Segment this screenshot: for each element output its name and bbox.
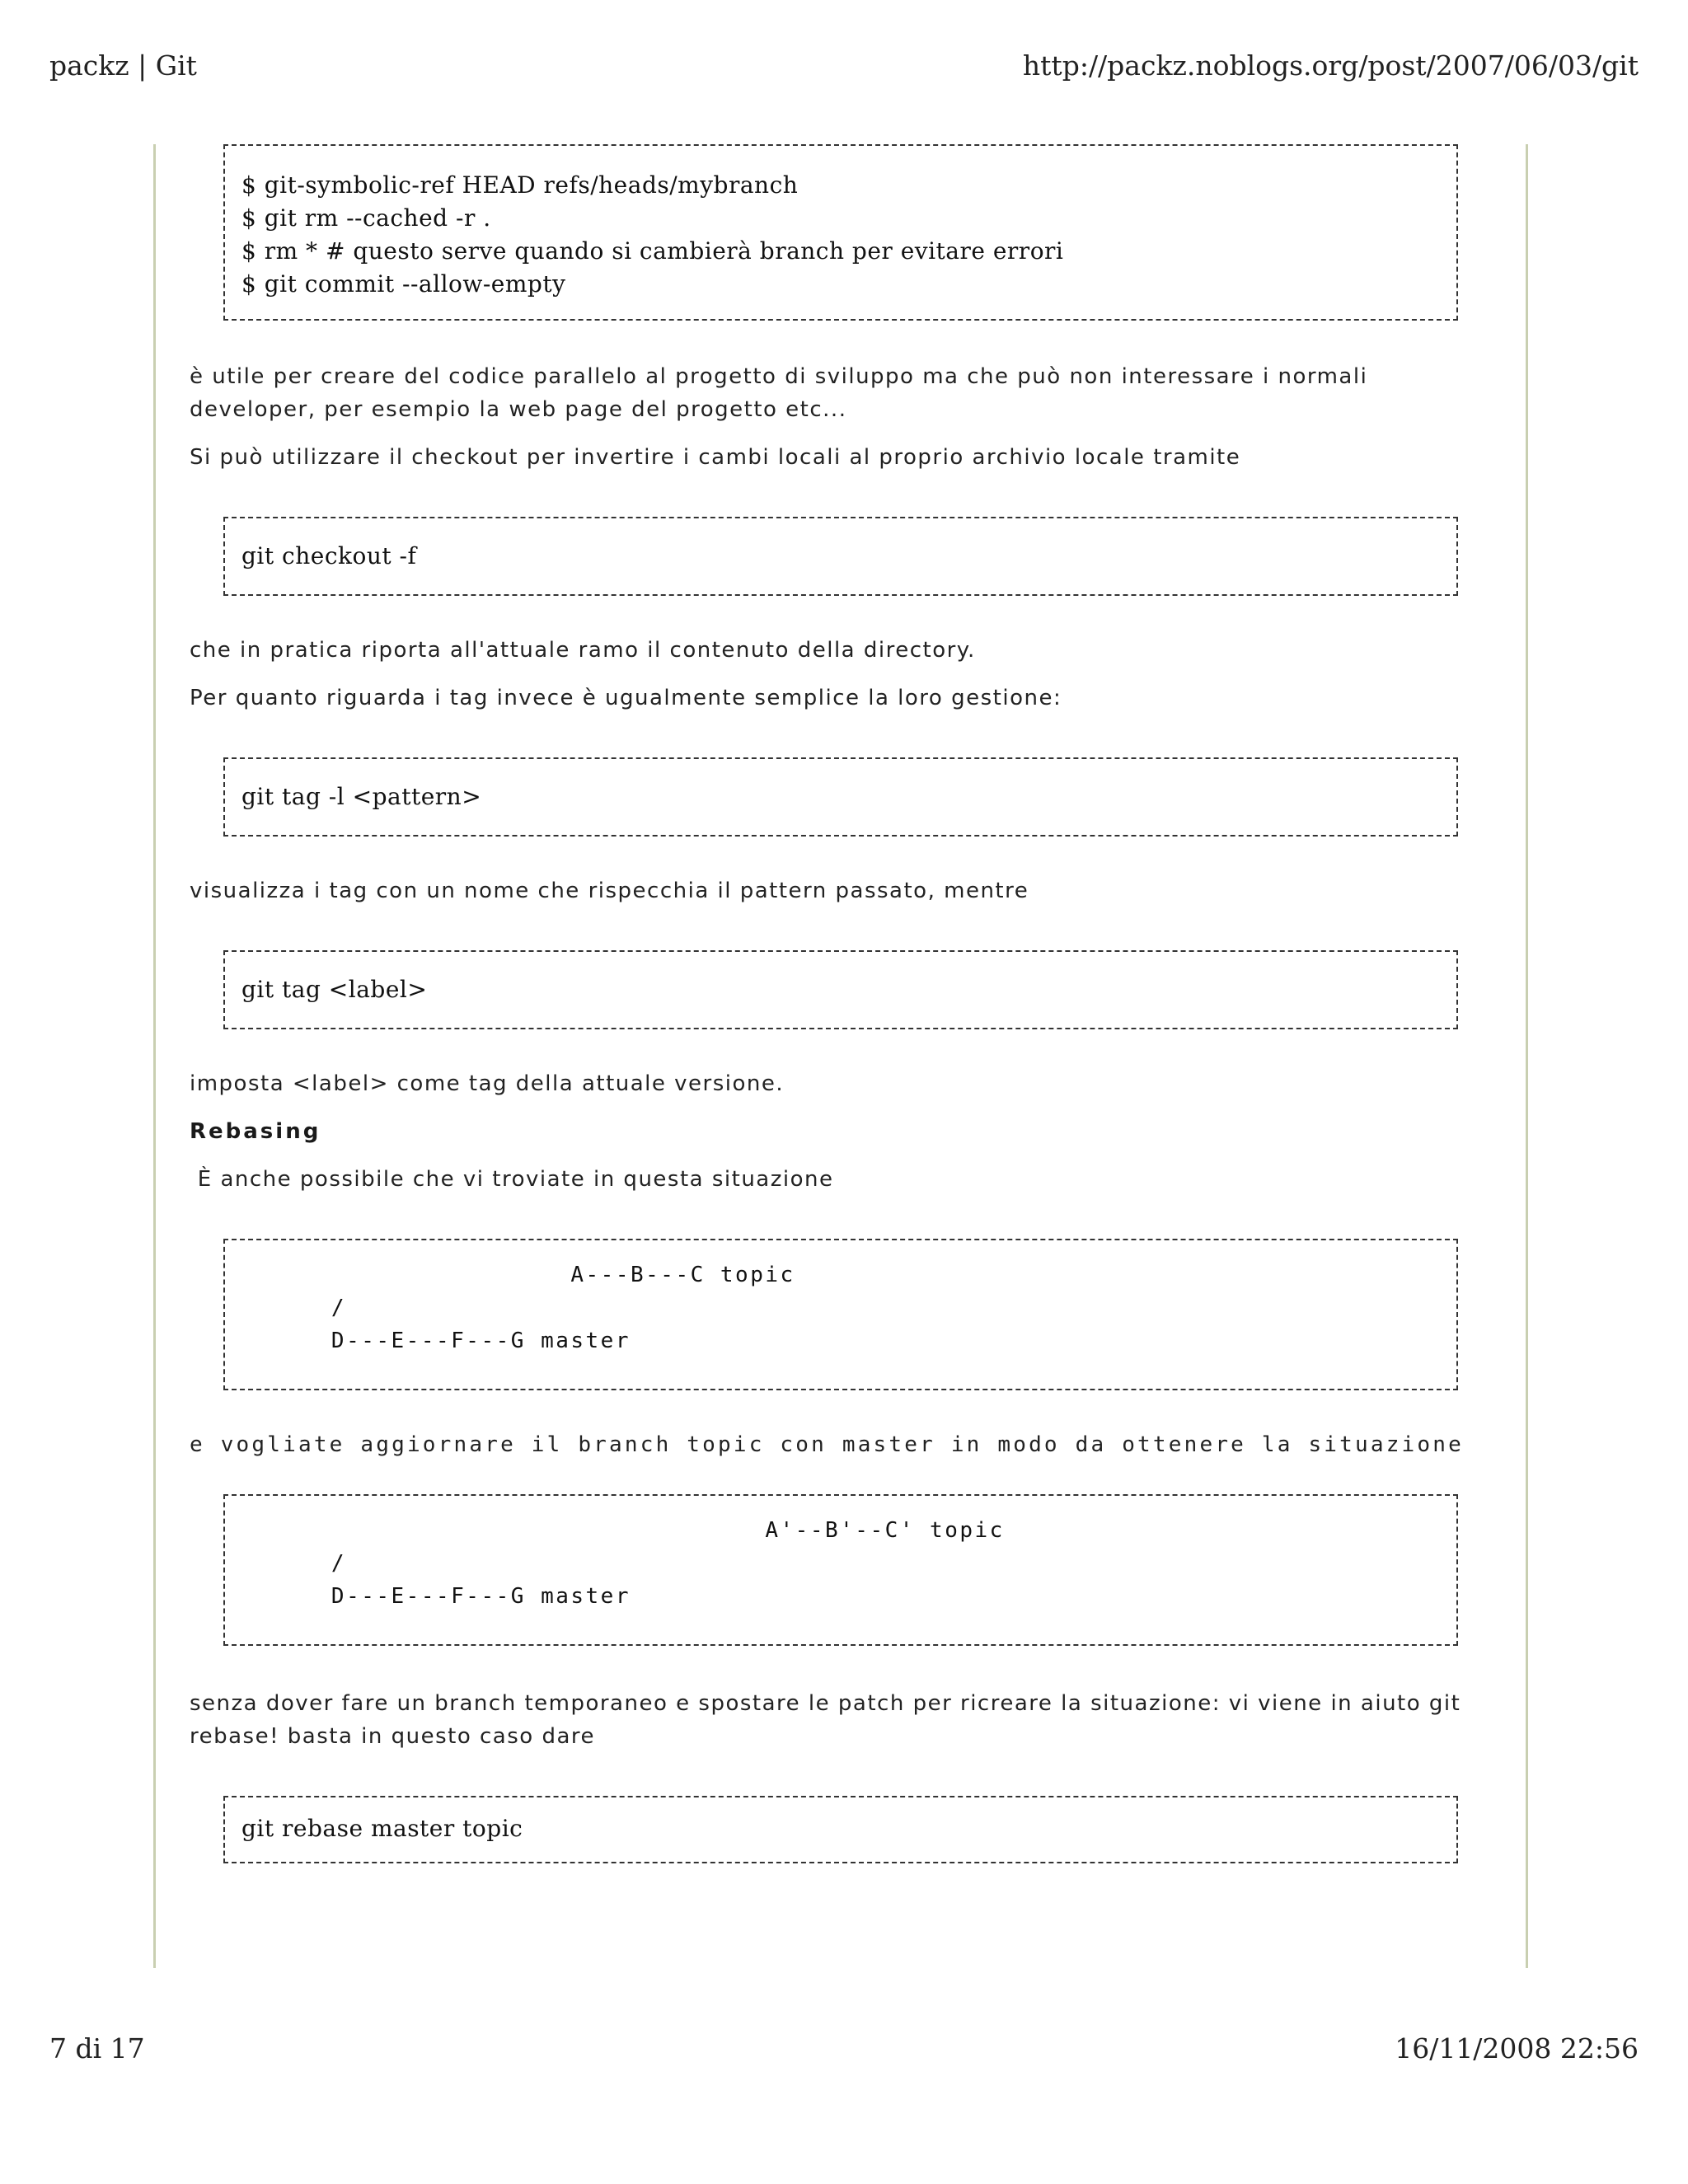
paragraph: che in pratica riporta all'attuale ramo il contenuto della directory. — [190, 638, 976, 663]
article-body — [190, 144, 1492, 1863]
code-line: $ git-symbolic-ref HEAD refs/heads/mybranch — [241, 171, 799, 199]
section-heading: Rebasing — [190, 1119, 321, 1144]
code-line: git rebase master topic — [241, 1815, 523, 1842]
diagram-line: / — [241, 1551, 347, 1576]
code-line: git tag <label> — [241, 976, 428, 1003]
diagram-after-rebase — [223, 1494, 1458, 1646]
code-line: $ git rm --cached -r . — [241, 204, 491, 232]
print-header — [49, 49, 1639, 82]
paragraph: imposta <label> come tag della attuale versione. — [190, 1071, 785, 1096]
paragraph: visualizza i tag con un nome che rispecchia il pattern passato, mentre — [190, 879, 1029, 903]
paragraph: Si può utilizzare il checkout per invertire i cambi locali al proprio archivio locale tramite — [190, 445, 1241, 470]
page-url: http://packz.noblogs.org/post/2007/06/03/git — [1022, 49, 1639, 82]
page-title: packz | Git — [49, 49, 197, 82]
content-frame — [153, 144, 1528, 1968]
code-block-tag-label — [223, 950, 1458, 1029]
code-line: $ git commit --allow-empty — [241, 270, 566, 298]
diagram-line: A---B---C topic — [241, 1263, 795, 1287]
code-block-symbolic-ref — [223, 144, 1458, 321]
diagram-before-rebase — [223, 1239, 1458, 1390]
paragraph: e vogliate aggiornare il branch topic con master in modo da ottenere la situazione — [190, 1432, 1464, 1457]
print-footer — [49, 2032, 1639, 2064]
paragraph: Per quanto riguarda i tag invece è ugualmente semplice la loro gestione: — [190, 686, 1062, 710]
code-block-rebase — [223, 1796, 1458, 1863]
paragraph: è utile per creare del codice parallelo al progetto di sviluppo ma che può non interessare i normali developer, per esempio la web page del progetto etc... — [190, 364, 1368, 422]
code-line: $ rm * # questo serve quando si cambierà branch per evitare errori — [241, 237, 1064, 265]
code-line: git tag -l <pattern> — [241, 783, 482, 810]
code-block-checkout — [223, 517, 1458, 596]
code-block-tag-list — [223, 757, 1458, 837]
diagram-line: D---E---F---G master — [241, 1584, 631, 1609]
paragraph: senza dover fare un branch temporaneo e spostare le patch per ricreare la situazione: vi viene in aiuto git rebase! basta in questo caso dare — [190, 1691, 1461, 1749]
print-timestamp: 16/11/2008 22:56 — [1395, 2032, 1639, 2064]
diagram-line: / — [241, 1296, 347, 1320]
paragraph: È anche possibile che vi troviate in questa situazione — [190, 1167, 834, 1192]
diagram-line: A'--B'--C' topic — [241, 1518, 1005, 1543]
code-line: git checkout -f — [241, 542, 417, 569]
page-counter: 7 di 17 — [49, 2032, 145, 2064]
diagram-line: D---E---F---G master — [241, 1329, 631, 1353]
